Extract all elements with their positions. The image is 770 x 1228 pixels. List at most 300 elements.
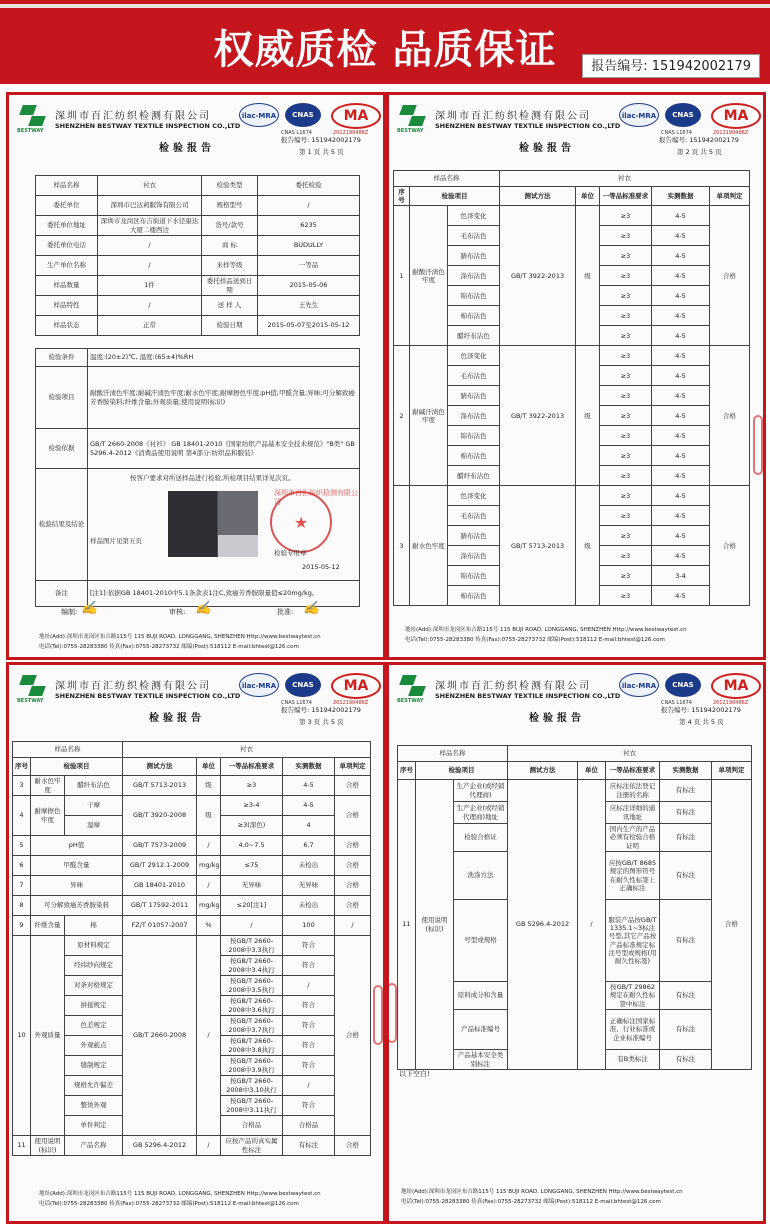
row-number: 9	[13, 916, 31, 936]
sub-item: 醋纤布沾色	[65, 776, 123, 796]
row-number: 2	[394, 346, 410, 486]
test-item-name: pH值	[31, 836, 123, 856]
standard-requirement: 应标注详细的通讯地址	[606, 802, 660, 824]
table-row	[36, 216, 360, 236]
items-label: 检验项目	[36, 367, 88, 429]
cnas-logo-icon: CNAS	[665, 103, 701, 127]
standard-requirement: 4.0~7.5	[221, 836, 283, 856]
field-label: 商 标	[202, 236, 258, 256]
sample-name-value: 衬衣	[500, 171, 750, 187]
measured-value: 符合	[283, 936, 335, 956]
sub-item: 锦布沾色	[448, 566, 500, 586]
test-method: GB/T 2912.1-2009	[123, 856, 197, 876]
table-row	[398, 780, 752, 802]
table-row	[13, 836, 371, 856]
sub-item: 棉	[65, 916, 123, 936]
cma-logo-icon: MA	[711, 103, 761, 129]
table-row	[13, 896, 371, 916]
field-value: 1件	[98, 276, 202, 296]
reviewer-signature-icon: ✍	[195, 601, 212, 616]
ma-number: 2012190486Z	[333, 700, 369, 706]
test-item-name: 纤维含量	[31, 916, 65, 936]
column-header: 测试方法	[500, 187, 576, 206]
measured-value: 4-5	[652, 586, 710, 606]
report-number: 报告编号: 151942002179	[281, 706, 361, 714]
measured-value: 有标注	[660, 780, 712, 802]
footer-address: 地址(Add):深圳市龙岗区布吉路115号 115 BUJI ROAD, LONGGANG, SHENZHEN Http://www.bestwaytest.cn	[39, 1191, 321, 1197]
sub-item: 单件判定	[65, 1116, 123, 1136]
reviewer-label: 审核:	[169, 608, 186, 616]
sub-item: 原材料规定	[65, 936, 123, 956]
standard-requirement: 国内生产的产品必须有检验合格证明	[606, 824, 660, 852]
cnas-number: CNAS L1674	[281, 700, 312, 706]
doc-header	[9, 95, 383, 161]
standard-requirement: ≥3	[600, 226, 652, 246]
table-row	[13, 758, 371, 776]
measured-value: 4-5	[652, 286, 710, 306]
sub-item: 锦布沾色	[448, 286, 500, 306]
banner-stripe	[0, 4, 770, 8]
column-header: 检验项目	[31, 758, 123, 776]
standard-requirement: ≥3	[600, 446, 652, 466]
sample-pic-note: 样品图片见第五页	[90, 537, 142, 545]
sub-item: 涤布沾色	[448, 266, 500, 286]
footer-contact: 电话(Tel):0755-28283380 传真(Fax):0755-28273732 邮编(Post):518112 E-mail:bhtest@126.com	[39, 644, 299, 650]
column-header: 单项判定	[710, 187, 750, 206]
unit: /	[578, 780, 606, 1070]
sub-item: 棉布沾色	[448, 586, 500, 606]
measured-value: 有标注	[660, 982, 712, 1010]
unit: mg/kg	[197, 896, 221, 916]
table-row	[394, 187, 750, 206]
table-row	[36, 276, 360, 296]
fabric-swatch-image	[218, 535, 258, 557]
test-method: GB/T 17592-2011	[123, 896, 197, 916]
cma-logo-icon: MA	[331, 673, 381, 699]
footer-contact: 电话(Tel):0755-28283380 传真(Fax):0755-28273732 邮编(Post):518112 E-mail:bhtest@126.com	[401, 1199, 661, 1205]
standard-requirement: ≥3	[600, 566, 652, 586]
standard-requirement: ≥3	[221, 776, 283, 796]
report-page-1	[6, 92, 386, 660]
test-method: GB 5296.4-2012	[508, 780, 578, 1070]
field-value: 一等品	[258, 256, 360, 276]
sub-item: 腈布沾色	[448, 386, 500, 406]
sub-item: 规格允许偏差	[65, 1076, 123, 1096]
test-method: GB/T 5713-2013	[123, 776, 197, 796]
doc-header	[9, 665, 383, 731]
blank-note: 以下空白!	[399, 1070, 430, 1078]
column-header: 单位	[197, 758, 221, 776]
measured-value: 合格品	[283, 1116, 335, 1136]
table-row	[36, 176, 360, 196]
standard-requirement: ≥3	[600, 486, 652, 506]
sub-item: 色差规定	[65, 1016, 123, 1036]
table-row	[13, 856, 371, 876]
cnas-number: CNAS L1674	[281, 130, 312, 136]
measured-value: 符合	[283, 996, 335, 1016]
test-item-name: 使用说明(标识)	[31, 1136, 65, 1156]
sub-item: 湿摩	[65, 816, 123, 836]
measured-value: 符合	[283, 956, 335, 976]
sub-item: 毛布沾色	[448, 506, 500, 526]
unit: /	[197, 876, 221, 896]
footer-address: 地址(Add):深圳市龙岗区布吉路115号 115 BUJI ROAD, LONGGANG, SHENZHEN Http://www.bestwaytest.cn	[401, 1189, 683, 1195]
standard-requirement: ≥3	[600, 546, 652, 566]
test-method: FZ/T 01057-2007	[123, 916, 197, 936]
test-item-name: 可分解致癌芳香胺染料	[31, 896, 123, 916]
sub-item: 锦布沾色	[448, 426, 500, 446]
standard-requirement: ≥3	[600, 346, 652, 366]
row-number: 3	[13, 776, 31, 796]
approver-label: 批准:	[277, 608, 294, 616]
verdict: 合格	[335, 876, 371, 896]
doc-title: 检验报告	[519, 143, 575, 154]
verdict: 合格	[335, 936, 371, 1136]
measured-value: 有标注	[660, 1010, 712, 1050]
test-item-name: 耐碱汗渍色牢度	[410, 346, 448, 486]
measured-value: 4-5	[652, 366, 710, 386]
ma-number: 2012190486Z	[713, 700, 749, 706]
field-value: 深圳市龙岗区布吉街道下水径康达大厦二楼西边	[98, 216, 202, 236]
sample-name-label: 样品名称	[398, 746, 508, 762]
field-label: 货号/款号	[202, 216, 258, 236]
measured-value: 有标注	[660, 824, 712, 852]
sample-name-label: 样品名称	[13, 742, 123, 758]
ma-number: 2012190486Z	[713, 130, 749, 136]
results-table-page-2	[393, 170, 750, 606]
field-value: /	[98, 296, 202, 316]
column-header: 检验项目	[410, 187, 500, 206]
column-header: 实测数据	[283, 758, 335, 776]
row-number: 4	[13, 796, 31, 836]
report-page-3	[6, 662, 386, 1224]
standard-requirement: ≥3	[600, 526, 652, 546]
column-header: 一等品标准要求	[600, 187, 652, 206]
standard-requirement: 按GB/T 2660-2008中3.5执行	[221, 976, 283, 996]
column-header: 测试方法	[123, 758, 197, 776]
report-number: 报告编号: 151942002179	[281, 136, 361, 144]
sub-item: 产品基本安全类别标注	[454, 1050, 508, 1070]
sub-item: 干摩	[65, 796, 123, 816]
results-table-page-4	[397, 745, 752, 1070]
test-item-name: 耐水色牢度	[410, 486, 448, 606]
table-row	[394, 206, 750, 226]
test-item-name: 耐水色牢度	[31, 776, 65, 796]
remark-label: 备注	[36, 581, 88, 607]
measured-value: 4-5	[652, 526, 710, 546]
measured-value: 符合	[283, 1056, 335, 1076]
logo-word: BESTWAY	[17, 128, 44, 134]
measured-value: 4-5	[652, 386, 710, 406]
field-value: /	[98, 236, 202, 256]
column-header: 实测数据	[652, 187, 710, 206]
standard-requirement: 按GB/T 2660-2008中3.3执行	[221, 936, 283, 956]
bestway-logo-icon	[21, 675, 47, 697]
table-row	[394, 486, 750, 506]
test-item-name: 异味	[31, 876, 123, 896]
approver-signature-icon: ✍	[303, 601, 320, 616]
measured-value: /	[283, 976, 335, 996]
field-label: 委托单位	[36, 196, 98, 216]
standard-requirement: ≥3	[600, 586, 652, 606]
standard-requirement: 按GB/T 2660-2008中3.7执行	[221, 1016, 283, 1036]
measured-value: 未检出	[283, 856, 335, 876]
measured-value: 4-5	[652, 226, 710, 246]
field-label: 样品状态	[36, 316, 98, 336]
sub-item: 拼接规定	[65, 996, 123, 1016]
row-number: 3	[394, 486, 410, 606]
table-row	[13, 936, 371, 956]
institute-name: 深圳市百汇纺织检测有限公司	[435, 681, 591, 692]
ilac-mra-logo-icon: ilac-MRA	[619, 673, 659, 697]
sub-item: 醋纤布沾色	[448, 326, 500, 346]
standard-requirement: ≥3	[600, 466, 652, 486]
field-value: 6235	[258, 216, 360, 236]
report-page-2	[386, 92, 766, 660]
sub-item: 对条对格规定	[65, 976, 123, 996]
logo-word: BESTWAY	[397, 698, 424, 704]
cma-logo-icon: MA	[711, 673, 761, 699]
unit: 级	[197, 776, 221, 796]
sub-item: 棉布沾色	[448, 446, 500, 466]
compiler-label: 编制:	[61, 608, 78, 616]
doc-header	[389, 95, 763, 161]
cond-value: 温度:(20±2)℃, 湿度:(65±4)%RH	[88, 349, 360, 367]
results-table-page-3	[12, 741, 371, 1156]
conclusion-value: 按客户要求对所送样品进行检验,所检项目结果详见次页。	[130, 474, 295, 482]
table-row	[36, 316, 360, 336]
measured-value: 符合	[283, 1036, 335, 1056]
sample-name-value: 衬衣	[508, 746, 752, 762]
column-header: 一等品标准要求	[221, 758, 283, 776]
measured-value: 6.7	[283, 836, 335, 856]
measured-value: 4-5	[652, 266, 710, 286]
column-header: 一等品标准要求	[606, 762, 660, 780]
sub-item: 经纬纱向规定	[65, 956, 123, 976]
field-label: 生产单位名称	[36, 256, 98, 276]
sub-item: 涤布沾色	[448, 406, 500, 426]
doc-title: 检验报告	[159, 143, 215, 154]
sub-item: 产品标准编号	[454, 1010, 508, 1050]
field-label: 送 样 人	[202, 296, 258, 316]
sub-item: 色泽变化	[448, 206, 500, 226]
table-row	[13, 1136, 371, 1156]
field-label: 委托单位地址	[36, 216, 98, 236]
row-number: 11	[398, 780, 416, 1070]
measured-value: 3-4	[652, 566, 710, 586]
measured-value: 有标注	[660, 802, 712, 824]
field-label: 检验类型	[202, 176, 258, 196]
measured-value: 4-5	[652, 546, 710, 566]
basis-value: GB/T 2660-2008《衬衫》 GB 18401-2010《国家纺织产品基本安全技术规范》"B类" GB 5296.4-2012《消费品使用说明 第4部分:纺织品和服装》	[88, 429, 360, 469]
row-number: 10	[13, 936, 31, 1136]
edge-seal-icon	[389, 983, 397, 1043]
table-row	[36, 256, 360, 276]
standard-requirement: ≥3	[600, 366, 652, 386]
unit: 级	[576, 346, 600, 486]
verdict: 合格	[335, 856, 371, 876]
sub-item: 号型或规格	[454, 900, 508, 982]
seal-label: 检验专用章	[274, 549, 307, 557]
measured-value: 未检出	[283, 896, 335, 916]
standard-requirement: 按GB/T 2660-2008中3.8执行	[221, 1036, 283, 1056]
standard-requirement: 无异味	[221, 876, 283, 896]
institute-name-en: SHENZHEN BESTWAY TEXTILE INSPECTION CO.,LTD	[435, 122, 621, 130]
bestway-logo-icon	[401, 675, 427, 697]
standard-requirement: ≥3	[600, 266, 652, 286]
ilac-mra-logo-icon: ilac-MRA	[239, 103, 279, 127]
test-item-name: 耐酸汗渍色牢度	[410, 206, 448, 346]
field-value: /	[258, 196, 360, 216]
bestway-logo-icon	[401, 105, 427, 127]
standard-requirement: ≥3	[600, 386, 652, 406]
inspection-seal-icon: ★	[270, 491, 332, 553]
measured-value: 4	[283, 816, 335, 836]
row-number: 7	[13, 876, 31, 896]
field-value: /	[98, 256, 202, 276]
table-row	[36, 296, 360, 316]
measured-value: 4-5	[652, 306, 710, 326]
test-item-name: 外观质量	[31, 936, 65, 1136]
measured-value: 4-5	[283, 776, 335, 796]
report-page-4	[386, 662, 766, 1224]
field-value: 委托检验	[258, 176, 360, 196]
remark-value: [注1]:依据GB 18401-2010中5.1条款表1注C,致癌芳香胺限量值≤20mg/kg。	[88, 581, 360, 607]
field-value: 正常	[98, 316, 202, 336]
standard-requirement: ≥3	[600, 506, 652, 526]
sub-item: 醋纤布沾色	[448, 466, 500, 486]
measured-value: 100	[283, 916, 335, 936]
sub-item: 毛布沾色	[448, 366, 500, 386]
basis-label: 检验依据	[36, 429, 88, 469]
field-value: 2015-05-07至2015-05-12	[258, 316, 360, 336]
page-count: 第 4 页 共 5 页	[679, 718, 724, 726]
report-number: 报告编号: 151942002179	[661, 706, 741, 714]
measured-value: 有标注	[283, 1136, 335, 1156]
standard-requirement: ≥3	[600, 206, 652, 226]
column-header: 实测数据	[660, 762, 712, 780]
sub-item: 洗涤方法	[454, 852, 508, 900]
verdict: 合格	[335, 776, 371, 796]
sub-item: 棉布沾色	[448, 306, 500, 326]
test-method: GB/T 3920-2008	[123, 796, 197, 836]
sub-item: 毛布沾色	[448, 226, 500, 246]
standard-requirement: 服装产品按GB/T 1335.1~3标注号型,其它产品按产品标准规定标注号型或规格(用耐久性标签)	[606, 900, 660, 982]
field-value: 2015-05-06	[258, 276, 360, 296]
doc-title: 检验报告	[149, 713, 205, 724]
measured-value: 符合	[283, 1096, 335, 1116]
field-label: 样品数量	[36, 276, 98, 296]
row-number: 1	[394, 206, 410, 346]
measured-value: 4-5	[652, 206, 710, 226]
institute-name-en: SHENZHEN BESTWAY TEXTILE INSPECTION CO.,LTD	[435, 692, 621, 700]
table-row	[13, 876, 371, 896]
measured-value: 4-5	[652, 326, 710, 346]
table-row	[13, 742, 371, 758]
test-item-name: 耐摩擦色牢度	[31, 796, 65, 836]
sub-item: 色泽变化	[448, 486, 500, 506]
footer-contact: 电话(Tel):0755-28283380 传真(Fax):0755-28273732 邮编(Post):518112 E-mail:bhtest@126.com	[405, 637, 665, 643]
measured-value: 4-5	[652, 246, 710, 266]
measured-value: 4-5	[652, 426, 710, 446]
measured-value: 有标注	[660, 900, 712, 982]
test-item-name: 使用说明(标识)	[416, 780, 454, 1070]
table-row	[398, 762, 752, 780]
measured-value: 4-5	[652, 446, 710, 466]
ilac-mra-logo-icon: ilac-MRA	[619, 103, 659, 127]
field-value: 王先生	[258, 296, 360, 316]
column-header: 单项判定	[712, 762, 752, 780]
measured-value: 4-5	[652, 346, 710, 366]
standard-requirement: ≥3-4	[221, 796, 283, 816]
conclusion-label: 检验结果及结论	[36, 469, 88, 581]
cnas-number: CNAS L1674	[661, 130, 692, 136]
standard-requirement: ≥3	[600, 406, 652, 426]
field-label: 样品特性	[36, 296, 98, 316]
test-method: GB/T 2660-2008	[123, 936, 197, 1136]
column-header: 序号	[398, 762, 416, 780]
logo-word: BESTWAY	[397, 128, 424, 134]
sub-item: 产品名称	[65, 1136, 123, 1156]
ilac-mra-logo-icon: ilac-MRA	[239, 673, 279, 697]
verdict: 合格	[712, 780, 752, 1070]
field-label: 委托单位电话	[36, 236, 98, 256]
institute-name-en: SHENZHEN BESTWAY TEXTILE INSPECTION CO.,LTD	[55, 692, 241, 700]
row-number: 11	[13, 1136, 31, 1156]
measured-value: 有标注	[660, 1050, 712, 1070]
conclusion-cell	[88, 469, 360, 581]
report-number: 报告编号: 151942002179	[659, 136, 739, 144]
standard-requirement: 按GB/T 2660-2008中3.4执行	[221, 956, 283, 976]
sub-item: 检验合格证	[454, 824, 508, 852]
standard-requirement: 按GB/T 29862规定在耐久性标签中标注	[606, 982, 660, 1010]
standard-requirement: 合格品	[221, 1116, 283, 1136]
standard-requirement: 有B类标注	[606, 1050, 660, 1070]
field-label: 委托样品送到日期	[202, 276, 258, 296]
doc-title: 检验报告	[529, 713, 585, 724]
sub-item: 腈布沾色	[448, 526, 500, 546]
sub-item: 生产企业(或经销代理商)	[454, 780, 508, 802]
row-number: 5	[13, 836, 31, 856]
standard-requirement: ≥3	[600, 426, 652, 446]
banner-title: 权威质检 品质保证	[213, 27, 557, 73]
table-row	[13, 796, 371, 816]
verdict: 合格	[335, 796, 371, 836]
column-header: 序号	[13, 758, 31, 776]
row-number: 6	[13, 856, 31, 876]
compiler-signature-icon: ✍	[81, 601, 98, 616]
field-label: 样品名称	[36, 176, 98, 196]
column-header: 单位	[578, 762, 606, 780]
unit: %	[197, 916, 221, 936]
table-row	[36, 196, 360, 216]
standard-requirement: 按GB/T 2660-2008中3.11执行	[221, 1096, 283, 1116]
footer-contact: 电话(Tel):0755-28283380 传真(Fax):0755-28273732 邮编(Post):518112 E-mail:bhtest@126.com	[39, 1201, 299, 1207]
field-value: BUDULLY	[258, 236, 360, 256]
sub-item: 原料成分和含量	[454, 982, 508, 1010]
standard-requirement: ≥3	[600, 246, 652, 266]
field-label: 检验日期	[202, 316, 258, 336]
row-number: 8	[13, 896, 31, 916]
sub-item: 整烫外观	[65, 1096, 123, 1116]
table-row	[13, 776, 371, 796]
measured-value: 无异味	[283, 876, 335, 896]
standard-requirement: 按GB/T 2660-2008中3.9执行	[221, 1056, 283, 1076]
standard-requirement: 应按产品的真实属性标注	[221, 1136, 283, 1156]
doc-header	[389, 665, 763, 731]
sample-name-value: 衬衣	[123, 742, 371, 758]
cma-logo-icon: MA	[331, 103, 381, 129]
